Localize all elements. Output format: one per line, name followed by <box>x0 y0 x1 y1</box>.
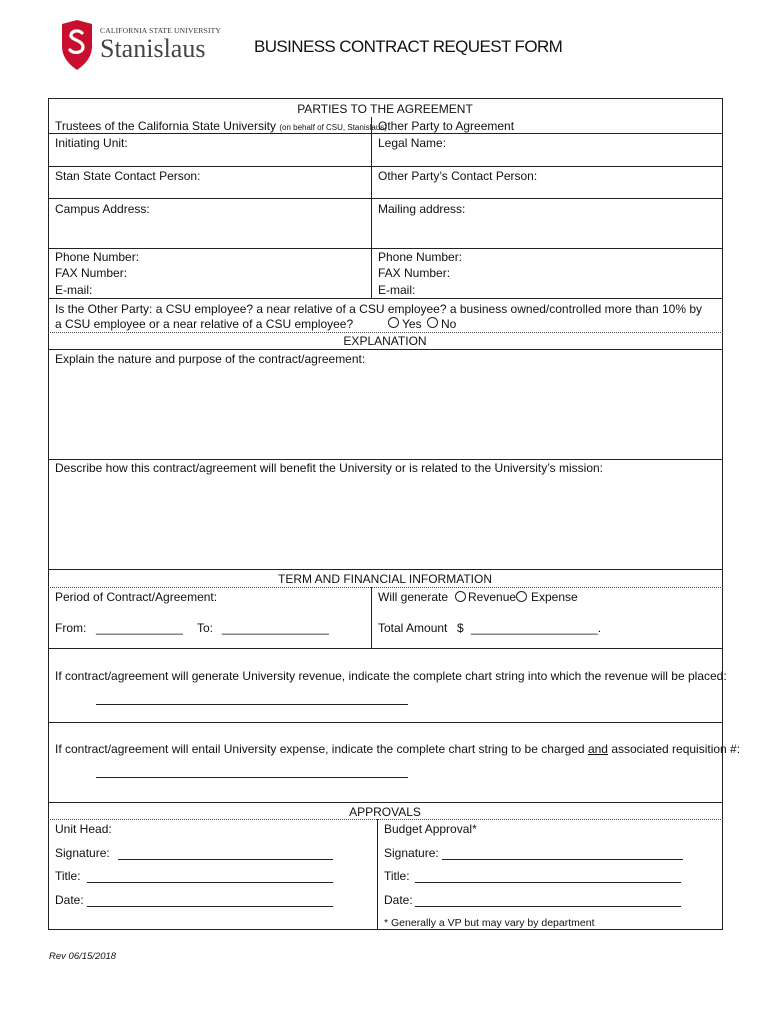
logo-campus-name: Stanislaus <box>100 34 206 63</box>
left-phone-label: Phone Number: <box>55 250 140 264</box>
initiating-unit-field[interactable] <box>150 135 365 163</box>
rule <box>48 648 723 649</box>
rule <box>48 332 723 333</box>
no-label: No <box>441 317 457 331</box>
rule <box>48 802 723 803</box>
other-contact-label: Other Party’s Contact Person: <box>378 169 538 183</box>
unit-head-title-label: Title: <box>55 869 81 883</box>
will-generate-label: Will generate <box>378 590 449 604</box>
expense-text-start: If contract/agreement will entail University expense, indicate the complete chart string to be charged <box>55 742 588 756</box>
budget-date-field[interactable] <box>415 906 681 907</box>
nature-textarea[interactable] <box>55 368 718 454</box>
revenue-chart-string-field[interactable] <box>96 704 408 705</box>
column-divider <box>371 117 372 298</box>
unit-head-label: Unit Head: <box>55 822 112 836</box>
rule <box>48 198 723 199</box>
section-heading-explanation: EXPLANATION <box>343 334 427 348</box>
to-field[interactable]: ________________ <box>222 621 329 635</box>
budget-title-label: Title: <box>384 869 410 883</box>
to-label: To: <box>197 621 214 635</box>
from-label: From: <box>55 621 87 635</box>
rule <box>48 298 723 299</box>
dollar-sign: $ <box>457 621 464 635</box>
from-field[interactable]: _____________ <box>96 621 183 635</box>
mailing-address-label: Mailing address: <box>378 202 466 216</box>
budget-signature-field[interactable] <box>442 859 683 860</box>
revenue-label: Revenue <box>468 590 517 604</box>
form-title: BUSINESS CONTRACT REQUEST FORM <box>254 37 563 56</box>
section-heading-term: TERM AND FINANCIAL INFORMATION <box>277 572 493 586</box>
expense-text-end: associated requisition #: <box>607 742 741 756</box>
total-amount-field[interactable]: ___________________. <box>471 621 602 635</box>
right-phone-label: Phone Number: <box>378 250 463 264</box>
unit-head-signature-field[interactable] <box>118 859 333 860</box>
column-divider <box>377 819 378 930</box>
section-heading-parties: PARTIES TO THE AGREEMENT <box>297 102 473 116</box>
rule <box>48 349 723 350</box>
unit-head-date-field[interactable] <box>87 906 333 907</box>
right-fax-label: FAX Number: <box>378 266 451 280</box>
rule <box>48 166 723 167</box>
budget-signature-label: Signature: <box>384 846 439 860</box>
expense-text-and: and <box>587 742 608 756</box>
left-party-heading-note: (on behalf of CSU, Stanislaus) <box>279 123 387 132</box>
other-party-question-cont: a CSU employee or a near relative of a CSU employee? <box>55 317 354 331</box>
no-radio[interactable] <box>427 317 438 328</box>
stan-contact-field[interactable] <box>200 168 365 196</box>
rule <box>48 248 723 249</box>
unit-head-title-field[interactable] <box>87 882 333 883</box>
mailing-address-field[interactable] <box>378 217 718 245</box>
left-email-label: E-mail: <box>55 283 93 297</box>
rule <box>48 722 723 723</box>
column-divider <box>371 587 372 648</box>
section-heading-approvals: APPROVALS <box>349 805 421 819</box>
budget-approval-label: Budget Approval* <box>384 822 477 836</box>
unit-head-signature-label: Signature: <box>55 846 110 860</box>
campus-address-field[interactable] <box>55 217 365 245</box>
stan-contact-label: Stan State Contact Person: <box>55 169 201 183</box>
revenue-radio[interactable] <box>455 591 466 602</box>
expense-chart-string-field[interactable] <box>96 777 408 778</box>
legal-name-field[interactable] <box>450 135 718 163</box>
rule <box>48 459 723 460</box>
other-contact-field[interactable] <box>535 168 718 196</box>
budget-title-field[interactable] <box>415 882 681 883</box>
nature-label: Explain the nature and purpose of the contract/agreement: <box>55 352 366 366</box>
left-party-heading-text: Trustees of the California State University <box>55 119 276 133</box>
revenue-chart-string-label: If contract/agreement will generate University revenue, indicate the complete chart string into which the revenue will be placed: <box>55 669 727 683</box>
yes-label: Yes <box>402 317 422 331</box>
period-label: Period of Contract/Agreement: <box>55 590 218 604</box>
shield-icon <box>60 20 94 70</box>
benefit-textarea[interactable] <box>55 478 718 564</box>
total-amount-label: Total Amount <box>378 621 448 635</box>
yes-radio[interactable] <box>388 317 399 328</box>
other-party-question: Is the Other Party: a CSU employee? a near relative of a CSU employee? a business owned/controlled more than 10% by <box>55 302 703 316</box>
left-party-heading <box>55 119 387 135</box>
initiating-unit-label: Initiating Unit: <box>55 136 128 150</box>
expense-radio[interactable] <box>516 591 527 602</box>
expense-chart-string-label <box>55 742 740 756</box>
legal-name-label: Legal Name: <box>378 136 447 150</box>
rule <box>48 569 723 570</box>
expense-label: Expense <box>531 590 578 604</box>
budget-date-label: Date: <box>384 893 413 907</box>
revision-date: Rev 06/15/2018 <box>49 951 117 962</box>
campus-address-label: Campus Address: <box>55 202 150 216</box>
benefit-label: Describe how this contract/agreement will benefit the University or is related to the University’s mission: <box>55 461 604 475</box>
rule <box>48 819 723 820</box>
rule <box>48 587 723 588</box>
unit-head-date-label: Date: <box>55 893 84 907</box>
right-email-label: E-mail: <box>378 283 416 297</box>
university-logo <box>60 20 220 72</box>
left-fax-label: FAX Number: <box>55 266 128 280</box>
budget-approval-footnote: * Generally a VP but may vary by department <box>384 917 595 929</box>
logo-university-name: CALIFORNIA STATE UNIVERSITY <box>100 26 222 35</box>
right-party-heading: Other Party to Agreement <box>378 119 515 133</box>
